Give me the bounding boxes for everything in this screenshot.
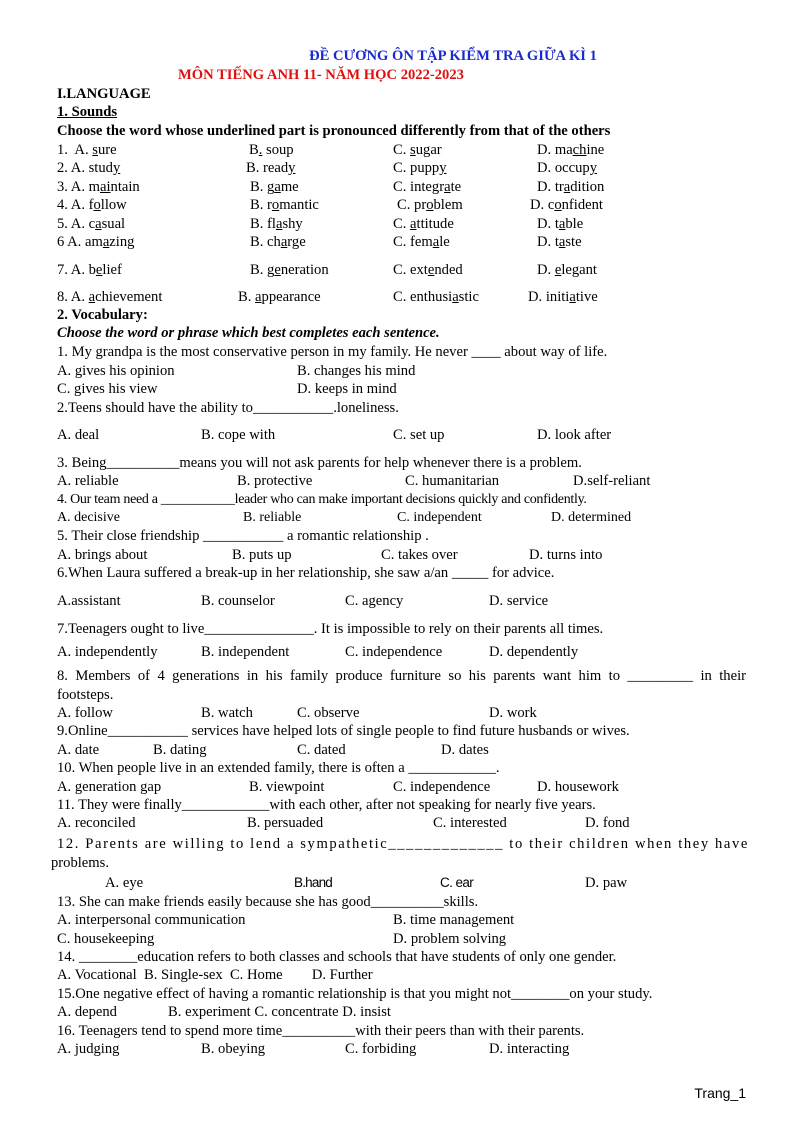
option: B. puts up xyxy=(232,547,292,563)
option: D. keeps in mind xyxy=(297,381,397,397)
option: B. changes his mind xyxy=(297,363,416,379)
option: D. turns into xyxy=(529,547,603,563)
option: A. deal xyxy=(57,427,100,443)
question-text: 9.Online___________ services have helped lots of single people to find future husbands or wives. xyxy=(57,723,630,739)
option: B. viewpoint xyxy=(249,779,325,795)
question-text: 8. Members of 4 generations in his family produce furniture so his parents want him to _________ in their xyxy=(57,668,746,684)
option: D. paw xyxy=(585,875,628,891)
option: D. fond xyxy=(585,815,630,831)
option: B. watch xyxy=(201,705,253,721)
question-text: 12. Parents are willing to lend a sympathetic_____________ to their children when they have xyxy=(57,836,749,852)
option: A. reliable xyxy=(57,473,119,489)
option: C. dated xyxy=(297,742,346,758)
option: C. independent xyxy=(397,510,482,525)
question-text: 16. Teenagers tend to spend more time__________with their peers than with their parents. xyxy=(57,1023,585,1039)
option: D. determined xyxy=(551,510,632,525)
option: D. work xyxy=(489,705,537,721)
option-line: A. Vocational B. Single-sex C. Home D. Further xyxy=(57,967,373,983)
doc-subtitle: MÔN TIẾNG ANH 11- NĂM HỌC 2022-2023 xyxy=(178,67,464,83)
option: B. obeying xyxy=(201,1041,266,1057)
question-text: 1. My grandpa is the most conservative person in my family. He never ____ about way of life. xyxy=(57,344,608,360)
option: A.assistant xyxy=(57,593,121,609)
option: C. ear xyxy=(440,875,474,890)
question-text: 6.When Laura suffered a break-up in her relationship, she saw a/an _____ for advice. xyxy=(57,565,555,581)
option: B. counselor xyxy=(201,593,275,609)
option: C. gives his view xyxy=(57,381,158,397)
option: B. protective xyxy=(237,473,313,489)
question-text-cont: footsteps. xyxy=(57,687,114,703)
question-text: 14. ________education refers to both classes and schools that have students of only one gender. xyxy=(57,949,617,965)
vocab-heading: 2. Vocabulary: xyxy=(57,307,148,323)
option: A. reconciled xyxy=(57,815,136,831)
option: B.hand xyxy=(294,875,332,890)
option: B. independent xyxy=(201,644,290,660)
doc-title: ĐỀ CƯƠNG ÔN TẬP KIỂM TRA GIỮA KÌ 1 xyxy=(309,48,597,64)
question-text: 4. Our team need a ___________leader who can make important decisions quickly and confidently. xyxy=(57,492,587,507)
question-text: 3. Being__________means you will not ask parents for help whenever there is a problem. xyxy=(57,455,582,471)
option: C. humanitarian xyxy=(405,473,500,489)
option: C. set up xyxy=(393,427,445,443)
page-number: Trang_1 xyxy=(694,1085,746,1101)
option: C. forbiding xyxy=(345,1041,417,1057)
vocab-instruction: Choose the word or phrase which best completes each sentence. xyxy=(57,325,440,341)
option: D. service xyxy=(489,593,549,609)
option: A. brings about xyxy=(57,547,148,563)
question-text-cont: problems. xyxy=(51,855,109,871)
option: C. housekeeping xyxy=(57,931,155,947)
question-text: 2.Teens should have the ability to___________.loneliness. xyxy=(57,400,399,416)
option-line: A. depend B. experiment C. concentrate D. insist xyxy=(57,1004,391,1020)
option: D.self-reliant xyxy=(573,473,651,489)
sounds-heading: 1. Sounds xyxy=(57,104,118,120)
option: C. independence xyxy=(393,779,491,795)
option: A. gives his opinion xyxy=(57,363,175,379)
option: A. eye xyxy=(105,875,144,891)
question-text: 15.One negative effect of having a romantic relationship is that you might not________on your study. xyxy=(57,986,653,1002)
question-text: 5. Their close friendship ___________ a romantic relationship . xyxy=(57,528,429,544)
question-text: 7.Teenagers ought to live_______________. It is impossible to rely on their parents all times. xyxy=(57,621,604,637)
option: C. agency xyxy=(345,593,404,609)
option: A. independently xyxy=(57,644,158,660)
option: C. interested xyxy=(433,815,507,831)
section-heading: I.LANGUAGE xyxy=(57,86,151,102)
question-text: 11. They were finally____________with each other, after not speaking for nearly five years. xyxy=(57,797,596,813)
question-text: 10. When people live in an extended family, there is often a ____________. xyxy=(57,760,500,776)
option: B. time management xyxy=(393,912,515,928)
option: D. interacting xyxy=(489,1041,570,1057)
option: B. reliable xyxy=(243,510,302,525)
option: D. dependently xyxy=(489,644,579,660)
option: C. independence xyxy=(345,644,443,660)
option: C. takes over xyxy=(381,547,458,563)
question-text: 13. She can make friends easily because she has good__________skills. xyxy=(57,894,479,910)
sounds-instruction: Choose the word whose underlined part is pronounced differently from that of the others xyxy=(57,123,611,139)
option: B. cope with xyxy=(201,427,276,443)
option: A. judging xyxy=(57,1041,120,1057)
option: B. dating xyxy=(153,742,207,758)
option: A. decisive xyxy=(57,510,120,525)
option: A. generation gap xyxy=(57,779,162,795)
option: A. interpersonal communication xyxy=(57,912,246,928)
option: B. persuaded xyxy=(247,815,324,831)
option: D. problem solving xyxy=(393,931,507,947)
option: A. follow xyxy=(57,705,113,721)
option: D. housework xyxy=(537,779,619,795)
option: C. observe xyxy=(297,705,360,721)
option: D. look after xyxy=(537,427,612,443)
option: D. dates xyxy=(441,742,489,758)
option: A. date xyxy=(57,742,100,758)
